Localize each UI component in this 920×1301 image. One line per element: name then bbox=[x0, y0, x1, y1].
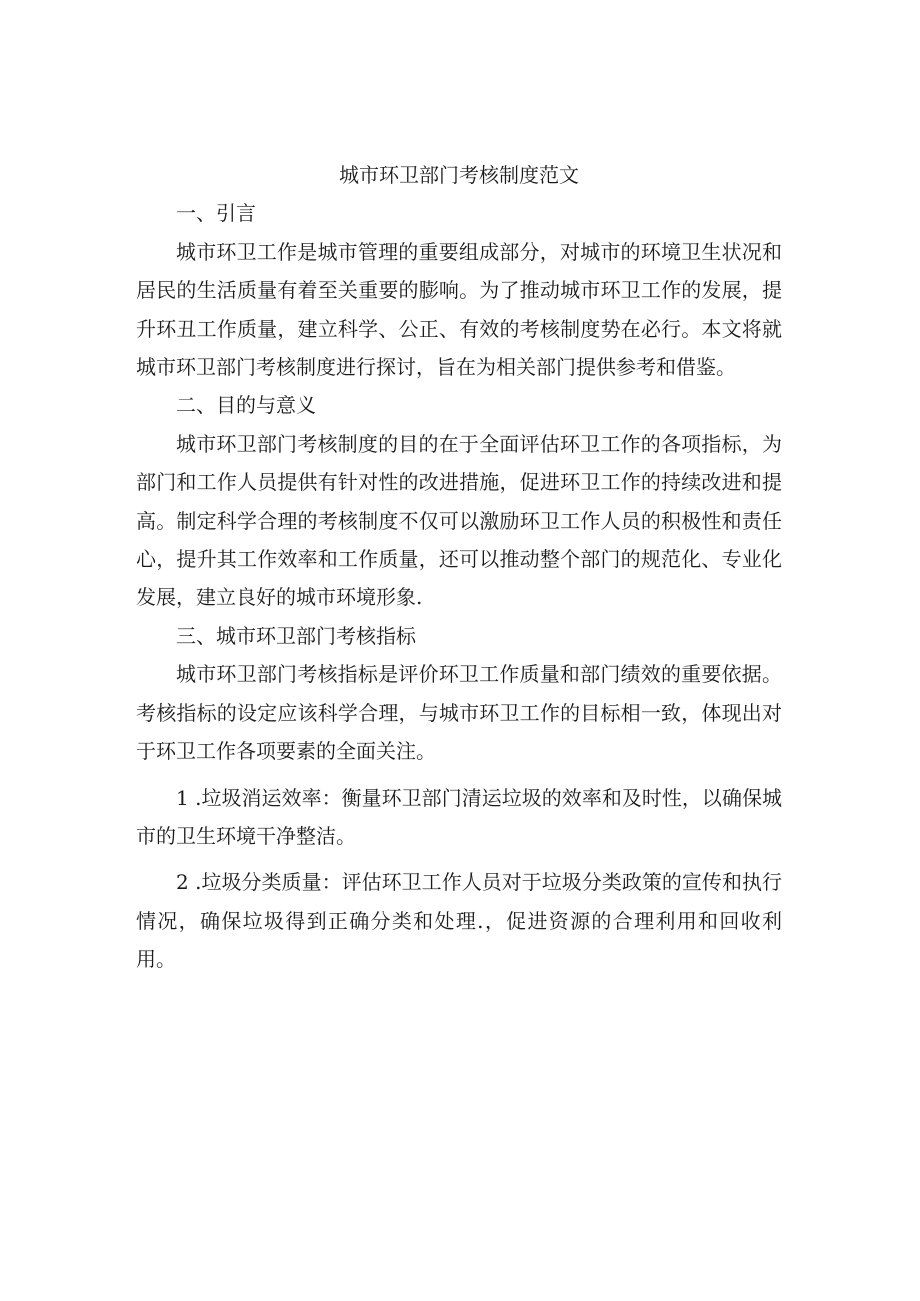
indicator-item-2: 2 .垃圾分类质量：评估环卫工作人员对于垃圾分类政策的宣传和执行情况，确保垃圾得到正确分类和处理.，促进资源的合理利用和回收利用。 bbox=[136, 870, 782, 972]
introduction-paragraph: 城市环卫工作是城市管理的重要组成部分，对城市的环境卫生状况和居民的生活质量有着至关重要的膨响。为了推动城市环卫工作的发展，提升环丑工作质量，建立科学、公正、有效的考核制度势在必行。本文将就城市环卫部门考核制度进行探讨，旨在为相关部门提供参考和借鉴。 bbox=[136, 239, 782, 380]
indicator-item-1: 1 .垃圾消运效率：衡量环卫部门清运垃圾的效率和及时性，以确保城市的卫生环境干净整洁。 bbox=[136, 785, 782, 848]
purpose-paragraph: 城市环卫部门考核制度的目的在于全面评估环卫工作的各项指标，为部门和工作人员提供有针对性的改进措施，促进环卫工作的持续改进和提高。制定科学合理的考核制度不仅可以激励环卫工作人员的积极性和责任心，提升其工作效率和工作质量，还可以推动整个部门的规范化、专业化发展，建立良好的城市环境形象. bbox=[136, 431, 782, 610]
indicators-paragraph: 城市环卫部门考核指标是评价环卫工作质量和部门绩效的重要依据。考核指标的设定应该科学合理，与城市环卫工作的目标相一致，体现出对于环卫工作各项要素的全面关注。 bbox=[136, 662, 782, 764]
document-body bbox=[136, 156, 782, 979]
section-heading-introduction: 一、引言 bbox=[176, 201, 256, 226]
section-heading-purpose: 二、目的与意义 bbox=[176, 393, 316, 418]
document-title: 城市环卫部门考核制度范文 bbox=[339, 163, 579, 187]
section-heading-indicators: 三、城市环卫部门考核指标 bbox=[176, 623, 416, 648]
